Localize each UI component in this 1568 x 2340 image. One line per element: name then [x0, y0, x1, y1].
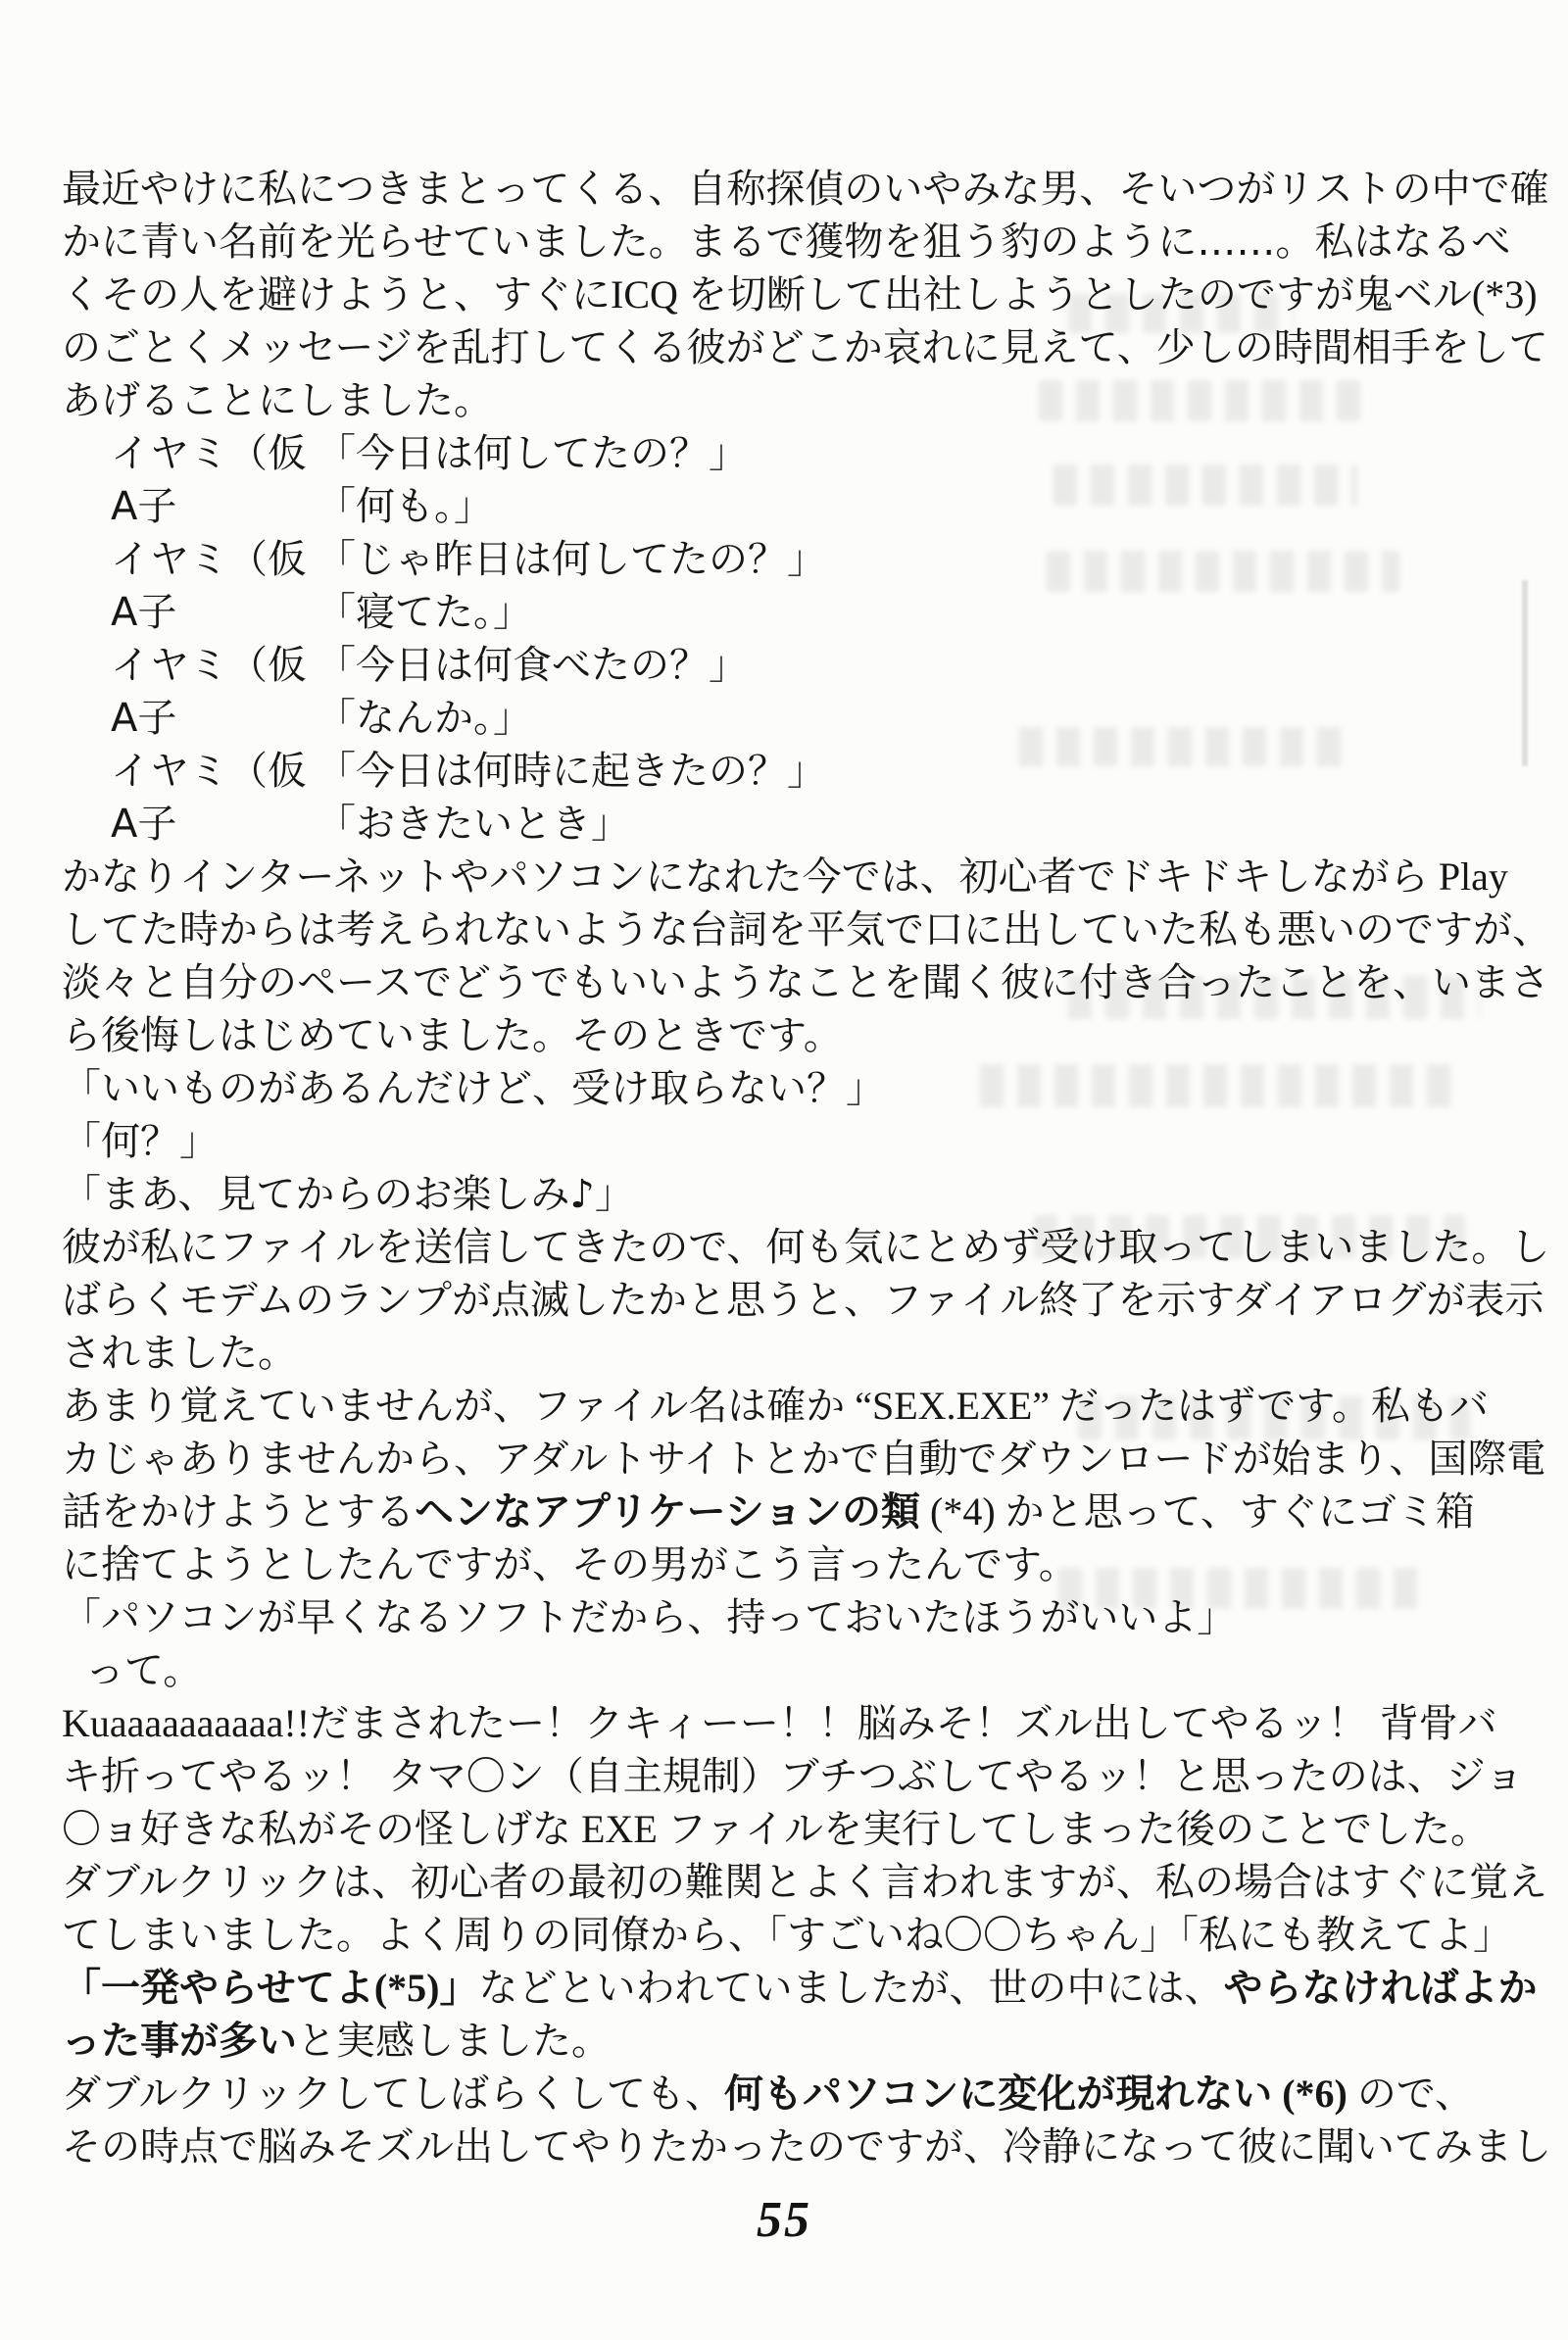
- text-segment: 「いいものがあるんだけど、受け取らない？」: [62, 1066, 885, 1111]
- text-line: [62, 1644, 1518, 1697]
- text-line: [62, 268, 1538, 321]
- text-segment: されました。: [62, 1331, 297, 1376]
- text-segment: かと思って、すぐにゴミ箱: [1004, 1489, 1475, 1535]
- text-line: [62, 1433, 1546, 1486]
- text-segment: 「じゃ昨日は何してたの？」: [317, 537, 826, 582]
- text-line: [62, 903, 1551, 956]
- text-line: [62, 480, 1518, 533]
- text-segment: ダブルクリックしてしばらくしても、: [62, 2072, 724, 2117]
- text-segment: Play: [1428, 854, 1508, 899]
- text-segment: ら後悔しはじめていました。そのときです。: [62, 1013, 843, 1058]
- text-line: [62, 2121, 1551, 2173]
- text-line: [62, 1380, 1518, 1433]
- text-segment: ICQ: [611, 272, 688, 317]
- text-line: [62, 1009, 1518, 1062]
- dialogue-speaker: イヤミ（仮: [111, 749, 307, 794]
- text-segment: 淡々と自分のペースでどうでもいいようなことを聞く彼に付き合ったことを、いまさ: [62, 960, 1549, 1005]
- text-segment: (*5): [373, 1966, 440, 2010]
- text-segment: ファイルを実行してしまった後のことでした。: [666, 1807, 1490, 1852]
- text-line: [62, 798, 1518, 851]
- text-line: [62, 1062, 1518, 1115]
- text-segment: かなりインターネットやパソコンになれた今では、初心者でドキドキしながら: [62, 854, 1429, 900]
- text-segment: Kuaaaaaaaaaa!!: [62, 1701, 311, 1745]
- text-segment: などといわれていましたが、世の中には、: [478, 1966, 1224, 2011]
- text-segment: 何もパソコンに変化が現れない: [724, 2072, 1273, 2117]
- text-line: [62, 639, 1518, 692]
- text-segment: やらなければよか: [1223, 1966, 1538, 2011]
- text-segment: 「今日は何してたの？」: [317, 431, 748, 476]
- dialogue-speaker: A子: [111, 802, 177, 847]
- text-segment: (*6): [1272, 2072, 1357, 2116]
- text-line: [62, 586, 1518, 639]
- text-segment: 最近やけに私につきまとってくる、自称探偵のいやみな男、そいつがリストの中で確: [62, 167, 1549, 212]
- text-segment: ダブルクリックは、初心者の最初の難関とよく言われますが、私の場合はすぐに覚え: [62, 1860, 1547, 1905]
- text-line: [62, 745, 1518, 798]
- text-segment: に捨てようとしたんですが、その男がこう言ったんです。: [62, 1542, 1078, 1587]
- text-segment: かに青い名前を光らせていました。まるで獲物を狙う豹のように……。私はなるべ: [62, 219, 1511, 265]
- text-segment: 〇ョ好きな私がその怪しげな: [62, 1807, 571, 1852]
- text-segment: その時点で脳みそズル出してやりたかったのですが、冷静になって彼に聞いてみまし: [62, 2124, 1551, 2169]
- text-line: [62, 2015, 1518, 2068]
- text-line: [62, 1327, 1518, 1380]
- bleedthrough-artifact: [1522, 580, 1528, 766]
- text-line: [62, 1486, 1518, 1538]
- text-segment: 」: [439, 1966, 479, 2011]
- text-segment: (*4): [920, 1489, 1005, 1534]
- text-segment: 「今日は何食べたの？」: [317, 643, 748, 688]
- text-line: [62, 1115, 1518, 1168]
- text-line: [62, 1538, 1518, 1591]
- text-segment: てしまいました。よく周りの同僚から、「すごいね〇〇ちゃん」「私にも教えてよ」: [62, 1913, 1512, 1958]
- dialogue-speaker: A子: [111, 696, 177, 741]
- text-segment: った事が多い: [62, 2019, 297, 2064]
- text-segment: “SEX.EXE”: [845, 1384, 1060, 1428]
- text-segment: を切断して出社しようとしたのですが鬼ベル: [687, 272, 1472, 317]
- text-segment: のごとくメッセージを乱打してくる彼がどこか哀れに見えて、少しの時間相手をして: [62, 325, 1548, 370]
- text-line: [62, 321, 1548, 374]
- text-segment: キ折ってやるッ！ タマ〇ン（自主規制）ブチつぶしてやるッ！と思ったのは、ジョ: [62, 1754, 1524, 1799]
- page-text: [62, 163, 1551, 2173]
- text-segment: EXE: [571, 1807, 667, 1851]
- text-segment: (*3): [1471, 272, 1538, 317]
- text-segment: ので、: [1356, 2072, 1475, 2117]
- dialogue-speaker: イヤミ（仮: [111, 643, 307, 688]
- text-line: [62, 1168, 1518, 1221]
- text-line: [62, 692, 1518, 745]
- text-segment: 「まあ、見てからのお楽しみ♪」: [62, 1172, 634, 1217]
- text-segment: 「何？」: [62, 1119, 219, 1164]
- text-segment: 「寝てた。」: [317, 590, 532, 635]
- text-segment: あまり覚えていませんが、ファイル名は確か: [62, 1384, 846, 1429]
- text-line: [62, 163, 1549, 216]
- dialogue-speaker: イヤミ（仮: [111, 431, 307, 476]
- text-line: [62, 2068, 1518, 2121]
- text-line: [62, 1856, 1547, 1909]
- text-segment: カじゃありませんから、アダルトサイトとかで自動でダウンロードが始まり、国際電: [62, 1437, 1546, 1482]
- text-line: [62, 533, 1518, 586]
- text-line: [62, 374, 1518, 427]
- text-segment: って。: [85, 1648, 203, 1693]
- text-line: [62, 1274, 1544, 1327]
- text-segment: だまされたー！クキィーー！！脳みそ！ズル出してやるッ！ 背骨バ: [310, 1701, 1497, 1746]
- text-line: [62, 1221, 1550, 1274]
- text-line: [62, 1962, 1538, 2015]
- text-segment: あげることにしました。: [62, 378, 493, 423]
- dialogue-speaker: A子: [111, 590, 177, 635]
- text-line: [62, 1803, 1518, 1856]
- page-number: 55: [757, 2192, 811, 2248]
- text-line: [62, 1750, 1524, 1803]
- text-line: [62, 1591, 1518, 1644]
- text-segment: 「一発やらせてよ: [62, 1966, 374, 2011]
- text-segment: と実感しました。: [297, 2019, 611, 2064]
- text-line: [62, 427, 1518, 480]
- text-segment: してた時からは考えられないような台詞を平気で口に出していた私も悪いのですが、: [62, 907, 1551, 952]
- text-line: [62, 956, 1549, 1009]
- text-segment: ヘンなアプリケーションの類: [415, 1489, 920, 1535]
- text-segment: 「今日は何時に起きたの？」: [317, 749, 826, 794]
- text-line: [62, 851, 1518, 903]
- text-segment: 彼が私にファイルを送信してきたので、何も気にとめず受け取ってしまいました。し: [62, 1225, 1550, 1270]
- text-segment: 「なんか。」: [317, 696, 532, 741]
- text-segment: だったはずです。私もバ: [1059, 1384, 1490, 1429]
- text-line: [62, 1909, 1518, 1962]
- dialogue-speaker: イヤミ（仮: [111, 537, 307, 582]
- text-segment: ばらくモデムのランプが点滅したかと思うと、ファイル終了を示すダイアログが表示: [62, 1278, 1544, 1323]
- dialogue-speaker: A子: [111, 484, 177, 529]
- text-segment: 話をかけようとする: [62, 1489, 415, 1535]
- text-segment: 「パソコンが早くなるソフトだから、持っておいたほうがいいよ」: [62, 1595, 1237, 1640]
- text-segment: くその人を避けようと、すぐに: [62, 272, 611, 317]
- text-segment: 「何も。」: [317, 484, 493, 529]
- text-segment: 「おきたいとき」: [317, 802, 630, 847]
- text-line: [62, 1697, 1518, 1750]
- text-line: [62, 216, 1518, 268]
